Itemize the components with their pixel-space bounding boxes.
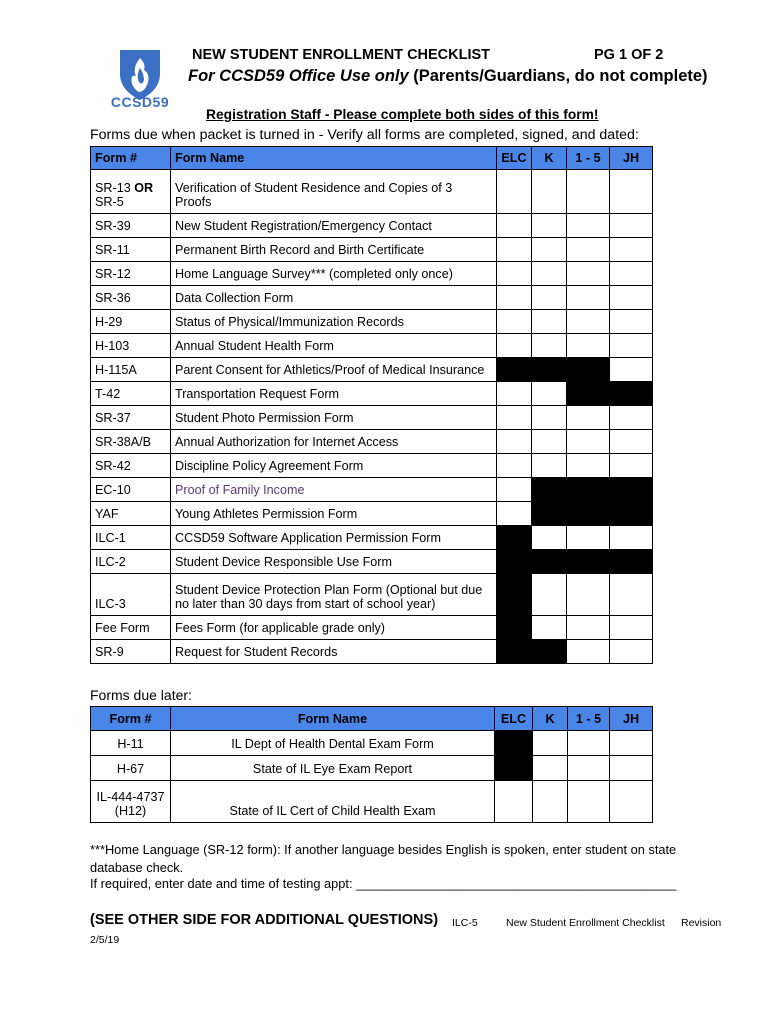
check-cell-jh[interactable] xyxy=(610,238,653,262)
check-cell-k xyxy=(532,502,567,526)
form-number-cell: EC-10 xyxy=(91,478,171,502)
check-cell-elc[interactable] xyxy=(497,334,532,358)
check-cell-grades-1-5[interactable] xyxy=(567,334,610,358)
check-cell-jh xyxy=(610,550,653,574)
form-number-cell: ILC-3 xyxy=(91,574,171,616)
table-row xyxy=(91,502,653,526)
footer-doc-name: New Student Enrollment Checklist xyxy=(506,917,665,929)
forms-due-now-label: Forms due when packet is turned in - Verify all forms are completed, signed, and dated: xyxy=(90,127,639,143)
check-cell-k xyxy=(532,478,567,502)
form-name-cell: Discipline Policy Agreement Form xyxy=(171,454,497,478)
form-number-cell: H-67 xyxy=(91,756,171,781)
table-row xyxy=(91,358,653,382)
parents-note: (Parents/Guardians, do not complete) xyxy=(408,67,708,85)
check-cell-elc[interactable] xyxy=(497,454,532,478)
table-row xyxy=(91,550,653,574)
form-number-cell: SR-38A/B xyxy=(91,430,171,454)
form-name-cell: Home Language Survey*** (completed only once) xyxy=(171,262,497,286)
table-row xyxy=(91,454,653,478)
table-row xyxy=(91,756,653,781)
check-cell-jh[interactable] xyxy=(610,781,653,823)
check-cell-grades-1-5[interactable] xyxy=(567,214,610,238)
table-row xyxy=(91,286,653,310)
check-cell-jh[interactable] xyxy=(610,358,653,382)
footer-revision: Revision xyxy=(681,917,722,929)
col-jh: JH xyxy=(610,147,653,170)
check-cell-elc[interactable] xyxy=(495,781,533,823)
check-cell-k xyxy=(532,550,567,574)
form-name-cell: IL Dept of Health Dental Exam Form xyxy=(171,731,495,756)
check-cell-k[interactable] xyxy=(532,310,567,334)
check-cell-grades-1-5 xyxy=(567,478,610,502)
registration-staff-note: Registration Staff - Please complete both sides of this form! xyxy=(206,107,599,122)
office-use-only: For CCSD59 Office Use only xyxy=(188,67,409,85)
testing-appointment-field: If required, enter date and time of testing appt: _____________________________________________ xyxy=(90,876,677,891)
col-grades-1-5: 1 - 5 xyxy=(567,147,610,170)
form-name-cell: Fees Form (for applicable grade only) xyxy=(171,616,497,640)
form-name-cell: Transportation Request Form xyxy=(171,382,497,406)
check-cell-grades-1-5[interactable] xyxy=(567,238,610,262)
form-name-cell: Student Photo Permission Form xyxy=(171,406,497,430)
check-cell-elc xyxy=(497,640,532,664)
check-cell-jh[interactable] xyxy=(610,214,653,238)
col-form-name: Form Name xyxy=(171,147,497,170)
form-number-cell: H-29 xyxy=(91,310,171,334)
check-cell-grades-1-5[interactable] xyxy=(567,310,610,334)
form-number-cell: SR-37 xyxy=(91,406,171,430)
form-name-cell: State of IL Eye Exam Report xyxy=(171,756,495,781)
check-cell-grades-1-5[interactable] xyxy=(567,430,610,454)
check-cell-jh[interactable] xyxy=(610,406,653,430)
form-name-cell: Student Device Responsible Use Form xyxy=(171,550,497,574)
check-cell-grades-1-5[interactable] xyxy=(567,406,610,430)
check-cell-k xyxy=(532,358,567,382)
check-cell-elc[interactable] xyxy=(497,310,532,334)
check-cell-elc xyxy=(497,358,532,382)
check-cell-grades-1-5 xyxy=(567,550,610,574)
form-name-cell: Annual Authorization for Internet Access xyxy=(171,430,497,454)
check-cell-jh[interactable] xyxy=(610,526,653,550)
table-row xyxy=(91,334,653,358)
check-cell-grades-1-5[interactable] xyxy=(567,616,610,640)
check-cell-elc xyxy=(495,731,533,756)
check-cell-grades-1-5[interactable] xyxy=(567,526,610,550)
form-number-cell: SR-39 xyxy=(91,214,171,238)
check-cell-jh xyxy=(610,478,653,502)
check-cell-elc[interactable] xyxy=(497,478,532,502)
table-row xyxy=(91,526,653,550)
check-cell-grades-1-5[interactable] xyxy=(567,640,610,664)
check-cell-elc xyxy=(497,550,532,574)
check-cell-elc xyxy=(495,756,533,781)
form-name-cell: Data Collection Form xyxy=(171,286,497,310)
form-name-cell: Young Athletes Permission Form xyxy=(171,502,497,526)
document-title: NEW STUDENT ENROLLMENT CHECKLIST xyxy=(192,47,491,63)
table-row xyxy=(91,406,653,430)
col-grades-1-5: 1 - 5 xyxy=(568,707,610,731)
form-number-cell: H-11 xyxy=(91,731,171,756)
table-row xyxy=(91,238,653,262)
form-number-cell: YAF xyxy=(91,502,171,526)
table-row xyxy=(91,616,653,640)
check-cell-elc[interactable] xyxy=(497,502,532,526)
form-number-cell: ILC-1 xyxy=(91,526,171,550)
check-cell-k[interactable] xyxy=(532,454,567,478)
form-number-cell: SR-9 xyxy=(91,640,171,664)
check-cell-elc[interactable] xyxy=(497,406,532,430)
form-number-cell: ILC-2 xyxy=(91,550,171,574)
col-elc: ELC xyxy=(495,707,533,731)
table-row xyxy=(91,781,653,823)
check-cell-grades-1-5[interactable] xyxy=(567,262,610,286)
check-cell-jh xyxy=(610,502,653,526)
form-number-cell: H-115A xyxy=(91,358,171,382)
form-number-cell: SR-36 xyxy=(91,286,171,310)
check-cell-k[interactable] xyxy=(532,286,567,310)
table-row xyxy=(91,214,653,238)
check-cell-jh[interactable] xyxy=(610,334,653,358)
check-cell-k[interactable] xyxy=(532,334,567,358)
form-number-cell: IL-444-4737 (H12) xyxy=(91,781,171,823)
check-cell-elc[interactable] xyxy=(497,170,532,214)
check-cell-jh[interactable] xyxy=(610,286,653,310)
form-name-cell: Request for Student Records xyxy=(171,640,497,664)
check-cell-elc[interactable] xyxy=(497,286,532,310)
forms-due-later-table xyxy=(90,706,653,823)
check-cell-jh[interactable] xyxy=(610,640,653,664)
form-number-cell: H-103 xyxy=(91,334,171,358)
check-cell-jh[interactable] xyxy=(610,310,653,334)
logo-text: CCSD59 xyxy=(110,94,170,110)
col-k: K xyxy=(532,147,567,170)
check-cell-elc xyxy=(497,616,532,640)
check-cell-k[interactable] xyxy=(533,781,568,823)
check-cell-k[interactable] xyxy=(532,382,567,406)
check-cell-jh[interactable] xyxy=(610,731,653,756)
table-row xyxy=(91,478,653,502)
form-number-cell: SR-13 OR SR-5 xyxy=(91,170,171,214)
form-number-cell: SR-12 xyxy=(91,262,171,286)
check-cell-elc[interactable] xyxy=(497,430,532,454)
check-cell-jh[interactable] xyxy=(610,756,653,781)
check-cell-elc[interactable] xyxy=(497,214,532,238)
form-number-cell: Fee Form xyxy=(91,616,171,640)
check-cell-grades-1-5[interactable] xyxy=(568,731,610,756)
form-name-cell: Student Device Protection Plan Form (Optional but due no later than 30 days from start of school year) xyxy=(171,574,497,616)
check-cell-jh[interactable] xyxy=(610,262,653,286)
check-cell-k[interactable] xyxy=(532,406,567,430)
see-other-side-note: (SEE OTHER SIDE FOR ADDITIONAL QUESTIONS) xyxy=(90,912,439,928)
col-form-number: Form # xyxy=(91,147,171,170)
home-language-note: ***Home Language (SR-12 form): If another language besides English is spoken, enter student on state database check. xyxy=(90,842,677,875)
table-row xyxy=(91,262,653,286)
col-form-number: Form # xyxy=(91,707,171,731)
check-cell-elc[interactable] xyxy=(497,262,532,286)
check-cell-grades-1-5 xyxy=(567,358,610,382)
table-row xyxy=(91,382,653,406)
check-cell-jh[interactable] xyxy=(610,170,653,214)
check-cell-k[interactable] xyxy=(532,430,567,454)
check-cell-jh xyxy=(610,382,653,406)
check-cell-k[interactable] xyxy=(533,756,568,781)
check-cell-grades-1-5 xyxy=(567,382,610,406)
check-cell-elc[interactable] xyxy=(497,238,532,262)
form-name-cell: Proof of Family Income xyxy=(171,478,497,502)
form-name-cell: New Student Registration/Emergency Contact xyxy=(171,214,497,238)
check-cell-k[interactable] xyxy=(532,574,567,616)
form-name-cell: State of IL Cert of Child Health Exam xyxy=(171,781,495,823)
form-number-cell: T-42 xyxy=(91,382,171,406)
table-row xyxy=(91,170,653,214)
check-cell-grades-1-5[interactable] xyxy=(568,756,610,781)
form-number-cell: SR-11 xyxy=(91,238,171,262)
form-name-cell: Permanent Birth Record and Birth Certificate xyxy=(171,238,497,262)
office-use-subtitle xyxy=(188,67,708,86)
check-cell-k[interactable] xyxy=(532,238,567,262)
check-cell-jh[interactable] xyxy=(610,430,653,454)
table-row xyxy=(91,310,653,334)
revision-date: 2/5/19 xyxy=(90,934,120,946)
check-cell-k[interactable] xyxy=(532,616,567,640)
table-header-row xyxy=(91,707,653,731)
check-cell-jh[interactable] xyxy=(610,616,653,640)
col-elc: ELC xyxy=(497,147,532,170)
table-row xyxy=(91,640,653,664)
form-name-cell: Verification of Student Residence and Copies of 3 Proofs xyxy=(171,170,497,214)
check-cell-k[interactable] xyxy=(533,731,568,756)
form-name-cell: CCSD59 Software Application Permission Form xyxy=(171,526,497,550)
table-row xyxy=(91,574,653,616)
check-cell-elc[interactable] xyxy=(497,382,532,406)
table-header-row xyxy=(91,147,653,170)
form-number-cell: SR-42 xyxy=(91,454,171,478)
check-cell-k[interactable] xyxy=(532,214,567,238)
form-name-cell: Annual Student Health Form xyxy=(171,334,497,358)
check-cell-k[interactable] xyxy=(532,170,567,214)
table-row xyxy=(91,731,653,756)
check-cell-elc xyxy=(497,574,532,616)
check-cell-grades-1-5[interactable] xyxy=(567,170,610,214)
col-jh: JH xyxy=(610,707,653,731)
forms-due-later-label: Forms due later: xyxy=(90,687,192,703)
check-cell-grades-1-5[interactable] xyxy=(567,286,610,310)
check-cell-elc xyxy=(497,526,532,550)
col-form-name: Form Name xyxy=(171,707,495,731)
check-cell-jh[interactable] xyxy=(610,574,653,616)
check-cell-grades-1-5[interactable] xyxy=(567,454,610,478)
check-cell-k[interactable] xyxy=(532,262,567,286)
form-name-cell: Status of Physical/Immunization Records xyxy=(171,310,497,334)
form-code: ILC-5 xyxy=(452,917,478,929)
check-cell-grades-1-5[interactable] xyxy=(568,781,610,823)
col-k: K xyxy=(533,707,568,731)
table-row xyxy=(91,430,653,454)
check-cell-k[interactable] xyxy=(532,526,567,550)
check-cell-jh[interactable] xyxy=(610,454,653,478)
form-name-cell: Parent Consent for Athletics/Proof of Medical Insurance xyxy=(171,358,497,382)
page-number: PG 1 OF 2 xyxy=(594,47,664,63)
check-cell-grades-1-5[interactable] xyxy=(567,574,610,616)
forms-due-now-table xyxy=(90,146,653,664)
check-cell-grades-1-5 xyxy=(567,502,610,526)
check-cell-k xyxy=(532,640,567,664)
